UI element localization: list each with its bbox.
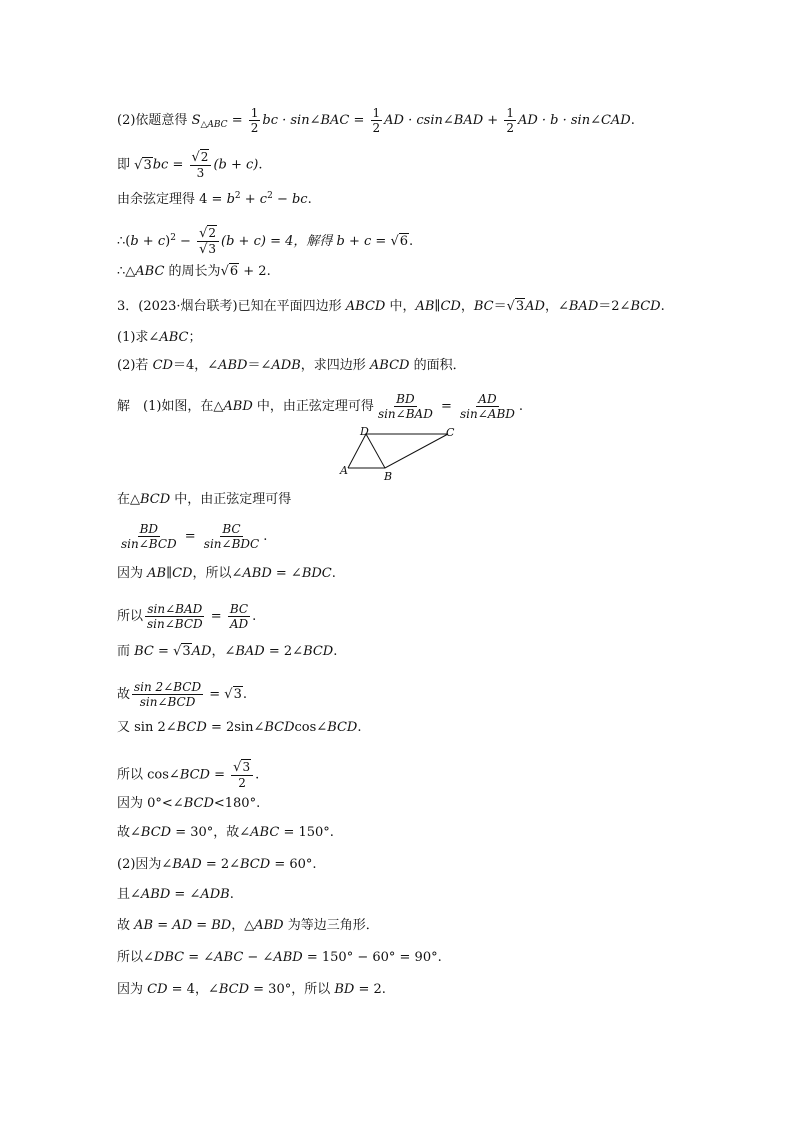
solution-line-cosine-law: 由余弦定理得 $4 = b^2 + c^2$ − bc. — [117, 191, 312, 207]
problem-3-statement: 3．(2023·烟台联考)已知在平面四边形 ABCD 中，AB∥CD，BC＝√3AD，∠BAD＝2∠BCD. — [117, 299, 665, 314]
solution-3-part-2-start: (2)因为∠BAD = 2∠BCD = 60°. — [117, 857, 317, 872]
fraction-half: $\frac{1}{2}$ — [250, 106, 259, 135]
solution-3-double-angle-ratio: 故 $\frac{\text{sin 2∠BCD}}{\text{sin∠BCD}}$ = √3. — [117, 680, 247, 709]
solution-3-ratio: 所以 $\frac{\text{sin∠BAD}}{\text{sin∠BCD}}$ = $\frac{BC}{AD}$ . — [117, 602, 257, 631]
sqrt-three: √3 — [134, 157, 152, 173]
solution-line-area-formula: (2)依题意得 $S_{\triangle ABC}$ = $\frac{1}{2}$ bc · sin∠BAC = $\frac{1}{2}$ AD · csin∠BAD + $\frac{1}{2}$ AD · b · sin∠CAD. — [117, 106, 635, 135]
fraction-sqrt3-over-2: $\frac{√3}{2}$ — [231, 760, 253, 790]
solution-3-cosine: 所以 cos∠BCD = $\frac{√3}{2}$ . — [117, 760, 260, 790]
fraction-half: $\frac{1}{2}$ — [506, 106, 514, 135]
solution-3-sine-law-bcd: $\frac{BD}{\text{sin∠BCD}}$ = $\frac{BC}{\text{sin∠BDC}}$ . — [121, 522, 268, 551]
solution-3-right-angle: 所以∠DBC = ∠ABC − ∠ABD = 150° − 60° = 90°. — [117, 950, 442, 965]
solution-3-range: 因为 0°<∠BCD<180°. — [117, 796, 261, 811]
problem-3-part-1: (1)求∠ABC； — [117, 330, 202, 345]
fraction-sqrt2-over-sqrt3: $\frac{√2}{√3}$ — [197, 226, 219, 257]
solution-line-solve: ∴(b + c)$^2$ − $\frac{√2}{√3}$ (b + c) = 4，解得 b + c = √6. — [117, 226, 414, 257]
label-c: C — [446, 426, 455, 439]
solution-3-parallel: 因为 AB∥CD，所以∠ABD = ∠BDC. — [117, 566, 336, 581]
sqrt-three: √3 — [224, 687, 242, 702]
problem-3-part-2: (2)若 CD＝4，∠ABD＝∠ADB，求四边形 ABCD 的面积． — [117, 358, 466, 373]
solution-3-equilateral: 故 AB = AD = BD，△ABD 为等边三角形． — [117, 918, 379, 933]
sqrt-six: √6 — [390, 234, 409, 249]
diagonal-bd — [366, 434, 385, 468]
label-a: A — [340, 464, 348, 477]
solution-3-given: 而 BC = √3AD，∠BAD = 2∠BCD. — [117, 644, 338, 659]
solution-3-sine-law-abd: 解 (1)如图，在△ABD 中，由正弦定理可得 $\frac{BD}{\text{sin∠BAD}}$ = $\frac{AD}{\text{sin∠ABD}}$ . — [117, 392, 524, 421]
fraction-sqrt2-over-3: $\frac{√2}{3}$ — [190, 150, 212, 180]
quadrilateral-outline — [348, 434, 448, 468]
solution-3-sine-law-bcd-intro: 在△BCD 中，由正弦定理可得 — [117, 492, 292, 507]
label-d: D — [360, 425, 369, 438]
solution-line-perimeter: ∴△ABC 的周长为√6 + 2. — [117, 264, 271, 279]
sqrt-six: √6 — [220, 264, 239, 279]
sqrt-three: √3 — [506, 299, 525, 314]
solution-3-angle-equal: 且∠ABD = ∠ADB. — [117, 887, 234, 902]
solution-line-equation: 即 √3bc = $\frac{√2}{3}$ (b + c). — [117, 150, 263, 180]
sqrt-three: √3 — [173, 644, 191, 659]
solution-3-double-angle: 又 sin 2∠BCD = 2sin∠BCDcos∠BCD. — [117, 720, 362, 735]
quadrilateral-figure — [338, 424, 463, 484]
solution-3-part-1-answer: 故∠BCD = 30°，故∠ABC = 150°. — [117, 825, 334, 840]
solution-3-bd-length: 因为 CD = 4，∠BCD = 30°，所以 BD = 2. — [117, 982, 386, 997]
label-b: B — [384, 470, 393, 483]
fraction-half: $\frac{1}{2}$ — [372, 106, 381, 135]
